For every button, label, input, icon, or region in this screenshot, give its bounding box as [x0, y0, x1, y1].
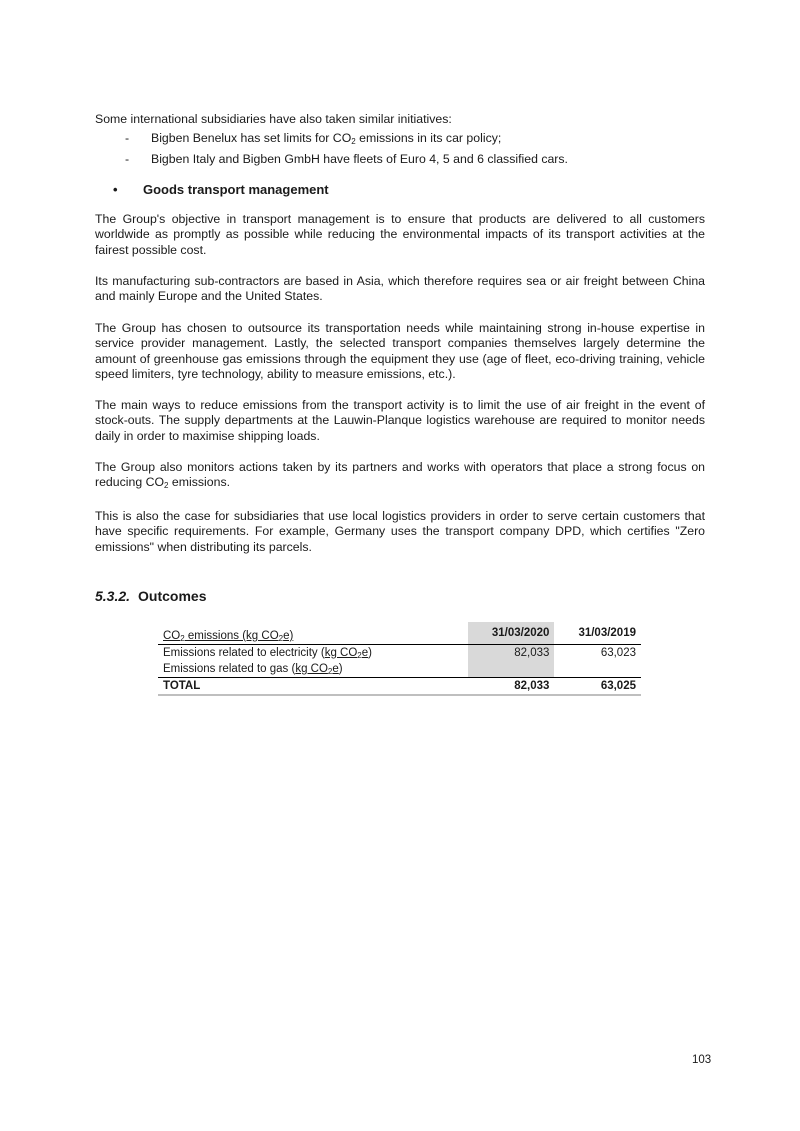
column-header-2019: 31/03/2019 — [578, 627, 636, 639]
dash-marker: - — [125, 152, 130, 167]
paragraph-subcontractors: Its manufacturing sub-contractors are based in Asia, which therefore requires sea or air freight between China and mainly Europe and the United States. — [95, 274, 705, 304]
section-number: 5.3.2. — [95, 588, 131, 604]
row-label: Emissions related to electricity (kg $CO_2e$) — [163, 647, 372, 660]
total-value-2020: 82,033 — [468, 678, 555, 696]
table-header-row — [158, 622, 641, 645]
emissions-table — [158, 622, 641, 696]
page-number: 103 — [692, 1054, 712, 1066]
list-item: - Bigben Benelux has set limits for $CO_2$ emissions in its car policy; — [125, 131, 502, 146]
row-label: Emissions related to gas (kg $CO_2e$) — [163, 663, 343, 676]
total-label: TOTAL — [158, 678, 468, 696]
total-value-2019: 63,025 — [554, 678, 641, 696]
table-header-label: $CO_2$ emissions (kg $CO_2e$) — [163, 630, 294, 643]
cell-value-2019: 63,023 — [600, 647, 636, 659]
cell-value-2020: 82,033 — [468, 645, 555, 662]
paragraph-partners: The Group also monitors actions taken by its partners and works with operators that place a strong focus on reducing $CO_2$ emissions. — [95, 460, 705, 491]
bullet-icon: • — [113, 182, 118, 197]
cell-value-2020 — [468, 661, 555, 678]
cell-value-2019 — [554, 661, 641, 678]
paragraph-outsourcing: The Group has chosen to outsource its transportation needs while maintaining strong in-house expertise in service provider management. Lastly, the selected transport companies themselves largely determine the amount of greenhouse gas emissions through the equipment they use (age of fleet, eco-driving training, vehicle speed limiters, tyre technology, ability to measure emissions, etc.). — [95, 321, 705, 381]
table-row — [158, 645, 641, 662]
dash-list — [125, 131, 705, 174]
dash-marker: - — [125, 131, 130, 145]
list-item: - Bigben Italy and Bigben GmbH have fleets of Euro 4, 5 and 6 classified cars. — [125, 152, 568, 167]
paragraph-local-logistics: This is also the case for subsidiaries that use local logistics providers in order to serve certain customers that have specific requirements. For example, Germany uses the transport company DPD, which certifies "Zero emissions" when distributing its parcels. — [95, 509, 705, 554]
column-header-2020: 31/03/2020 — [468, 622, 555, 645]
table-row — [158, 661, 641, 678]
paragraph-reduce-emissions: The main ways to reduce emissions from the transport activity is to limit the use of air freight in the event of stock-outs. The supply departments at the Lauwin-Planque logistics warehouse are required to monitor needs daily in order to maximise shipping loads. — [95, 398, 705, 443]
bullet-heading: • Goods transport management — [113, 182, 329, 197]
section-title: Outcomes — [138, 588, 207, 604]
table-total-row — [158, 678, 641, 696]
paragraph-objective: The Group's objective in transport management is to ensure that products are delivered to all customers worldwide as promptly as possible while reducing the environmental impacts of its transport activities at the fairest possible cost. — [95, 212, 705, 257]
section-heading — [95, 587, 207, 605]
intro-text: Some international subsidiaries have also taken similar initiatives: — [95, 112, 452, 126]
